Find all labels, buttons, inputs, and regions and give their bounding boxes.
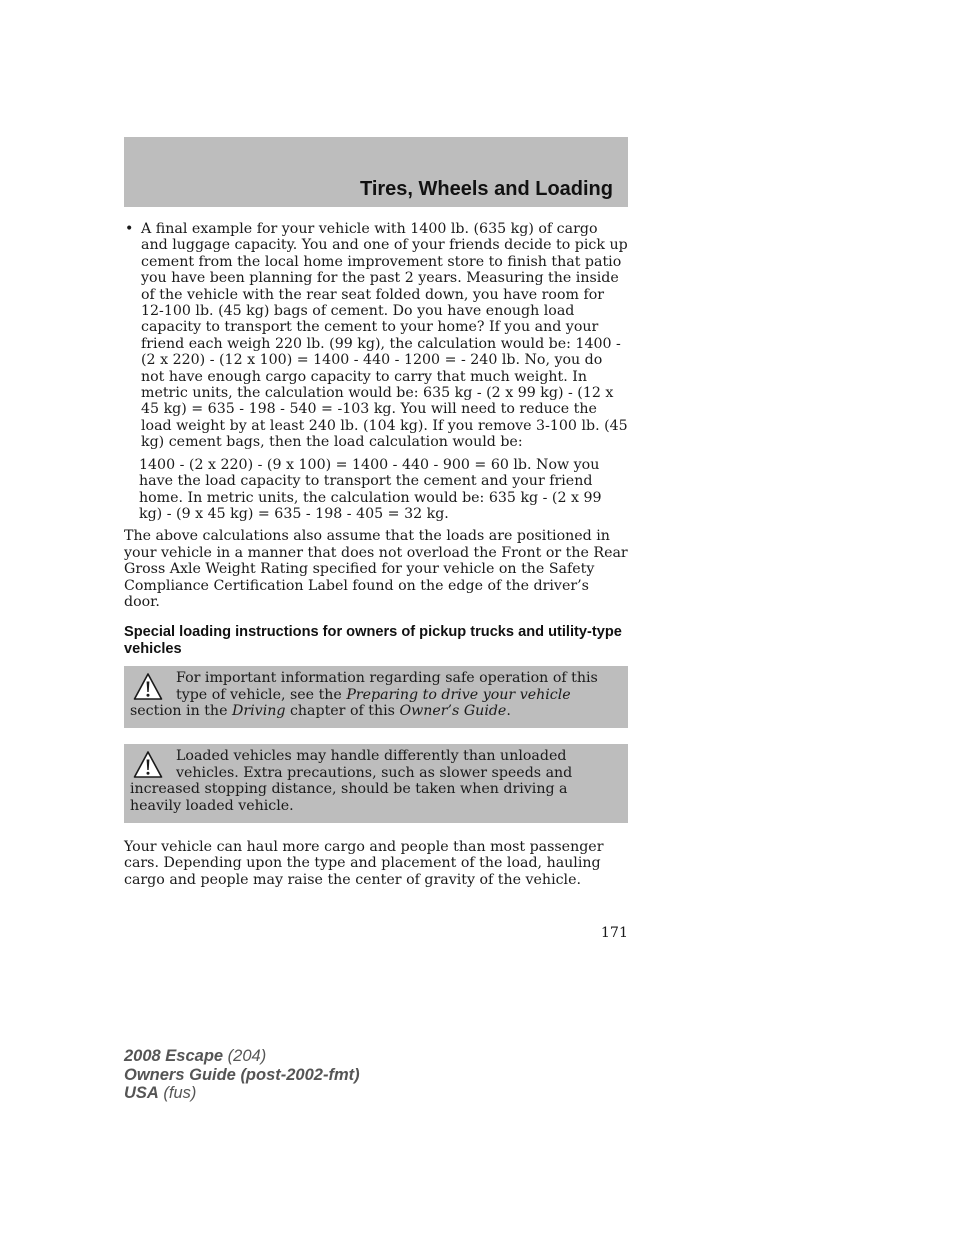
warning-text-d: . [506, 702, 511, 719]
warning-box-safe-operation [124, 666, 628, 728]
cargo-haul-paragraph: Your vehicle can haul more cargo and people than most passenger cars. Depending upon the type and placement of the load, hauling cargo and people may raise the center of gravity of the vehicle. [124, 839, 604, 888]
warning-triangle-icon [133, 672, 163, 702]
warning-triangle-icon [133, 750, 163, 780]
special-loading-heading: Special loading instructions for owners of pickup trucks and utility-type vehicles [124, 624, 622, 657]
warning-italic-driving: Driving [231, 702, 286, 719]
footer-market: USA [124, 1084, 159, 1102]
calculation-continuation: 1400 - (2 x 220) - (9 x 100) = 1400 - 440 - 900 = 60 lb. Now you have the load capacity to transport the cement and your friend home. In metric units, the calculation would be: 635 kg - (2 x 99 kg) - (9 x 45 kg) = 635 - 198 - 405 = 32 kg. [139, 456, 602, 522]
document-footer [124, 1047, 360, 1103]
warning-italic-owners-guide: Owner’s Guide [399, 702, 507, 719]
warning-text-c: chapter of this [285, 702, 400, 719]
warning-loaded-text: Loaded vehicles may handle differently than unloaded vehicles. Extra precautions, such as slower speeds and increased stopping distance, should be taken when driving a heavily loaded vehicle. [130, 748, 573, 814]
section-title: Tires, Wheels and Loading [359, 178, 613, 200]
warning-box-loaded-vehicles [124, 744, 628, 823]
footer-guide: Owners Guide (post-2002-fmt) [124, 1065, 360, 1084]
footer-model-code: (204) [223, 1047, 267, 1065]
footer-line-model [124, 1047, 360, 1066]
footer-line-market [124, 1084, 360, 1103]
page-content [124, 221, 628, 888]
bullet-text: A final example for your vehicle with 1400 lb. (635 kg) of cargo and luggage capacity. You and one of your friends decide to pick up cement from the local home improvement store to finish that patio you have been planning for the past 2 years. Measuring the inside of the vehicle with the rear seat folded down, you have room for 12-100 lb. (45 kg) bags of cement. Do you have enough load capacity to transport the cement to your home? If you and your friend each weigh 220 lb. (99 kg), the calculation would be: 1400 - (2 x 220) - (12 x 100) = 1400 - 440 - 1200 = - 240 lb. No, you do not have enough cargo capacity to carry that much weight. In metric units, the calculation would be: 635 kg - (2 x 99 kg) - (12 x 45 kg) = 635 - 198 - 540 = -103 kg. You will need to reduce the load weight by at least 240 lb. (104 kg). If you remove 3-100 lb. (45 kg) cement bags, then the load calculation would be: [141, 221, 628, 451]
page-number: 171 [600, 925, 628, 941]
bullet-mark: • [125, 221, 134, 237]
bullet-item [124, 221, 628, 451]
warning-italic-preparing: Preparing to drive your vehicle [346, 686, 571, 703]
footer-market-code: (fus) [158, 1084, 197, 1102]
warning-text-a: For important information regarding safe operation of this type of vehicle, see the [176, 670, 598, 703]
footer-model: 2008 Escape [124, 1047, 224, 1065]
calculation-note-paragraph: The above calculations also assume that the loads are positioned in your vehicle in a manner that does not overload the Front or the Rear Gross Axle Weight Rating specified for your vehicle on the Safety Compliance Certification Label found on the edge of the driver’s door. [124, 528, 628, 610]
warning-text-b: section in the [130, 702, 232, 719]
section-header-band [124, 137, 628, 207]
footer-line-guide [124, 1066, 360, 1085]
